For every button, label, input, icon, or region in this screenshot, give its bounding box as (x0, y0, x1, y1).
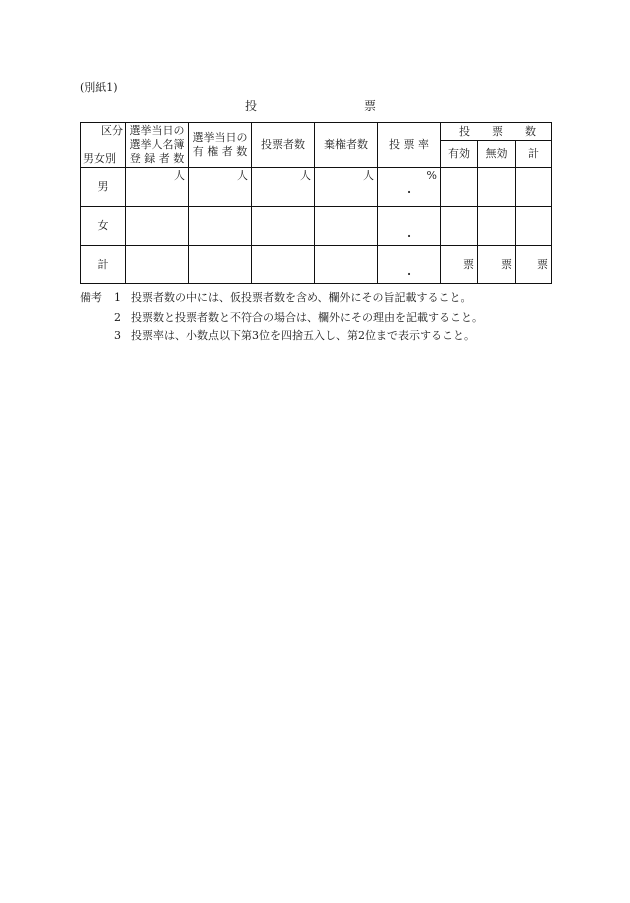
header-registered-line-1: 選挙当日の (129, 124, 185, 137)
note-number: 3 (114, 329, 121, 342)
row-label-male: 男 (97, 180, 109, 193)
header-votes-char-2: 票 (492, 124, 503, 138)
invalid-cell (478, 168, 516, 207)
note-text: 投票数と投票者数と不符合の場合は、欄外にその理由を記載すること。 (131, 311, 483, 324)
row-label-female: 女 (97, 219, 109, 232)
header-gender-label: 男女別 (83, 152, 116, 165)
header-total-label: 計 (528, 147, 539, 160)
header-category-cell (81, 123, 126, 168)
total-cell (516, 246, 552, 284)
header-eligible-line-1: 選挙当日の (192, 131, 248, 144)
header-eligible-cell (189, 123, 252, 168)
registered-cell (126, 207, 189, 246)
unit-persons: 人 (174, 169, 185, 182)
header-category-label: 区分 (101, 124, 123, 137)
unit-percent: % (426, 169, 437, 182)
eligible-cell (189, 168, 252, 207)
voting-form-table (80, 122, 552, 284)
eligible-cell (189, 246, 252, 284)
header-registered-cell (126, 123, 189, 168)
unit-votes: 票 (537, 257, 549, 271)
form-title-first-char: 投 (245, 99, 258, 113)
header-abstainers-label: 棄権者数 (324, 138, 368, 151)
row-label-cell (81, 168, 126, 207)
header-votes-char-3: 数 (525, 124, 536, 138)
turnout-cell (378, 246, 441, 284)
valid-cell (441, 207, 478, 246)
note-number: 1 (114, 291, 121, 304)
form-title-second-char: 票 (364, 99, 377, 113)
decimal-point: . (407, 183, 411, 196)
voters-cell (252, 246, 315, 284)
valid-cell (441, 168, 478, 207)
decimal-point: . (407, 265, 411, 278)
header-votes-group-cell (441, 123, 552, 141)
row-label-total: 計 (97, 257, 109, 271)
header-invalid-label: 無効 (485, 147, 508, 160)
valid-cell (441, 246, 478, 284)
unit-persons: 人 (300, 169, 311, 182)
header-registered-line-2: 選挙人名簿 (129, 138, 185, 151)
notes-heading: 備考 (80, 291, 102, 304)
registered-cell (126, 168, 189, 207)
header-abstainers-cell (315, 123, 378, 168)
note-text: 投票率は、小数点以下第3位を四捨五入し、第2位まで表示すること。 (131, 329, 475, 342)
unit-persons: 人 (237, 169, 248, 182)
voters-cell (252, 207, 315, 246)
unit-persons: 人 (363, 169, 374, 182)
header-eligible-line-2: 有 権 者 数 (192, 145, 248, 158)
header-turnout-label: 投 票 率 (389, 138, 429, 151)
row-label-cell (81, 246, 126, 284)
unit-votes: 票 (501, 257, 512, 271)
header-voters-cell (252, 123, 315, 168)
attachment-label: (別紙1) (80, 81, 118, 94)
header-voters-label: 投票者数 (261, 138, 305, 151)
turnout-cell (378, 207, 441, 246)
header-valid-label: 有効 (448, 147, 470, 160)
note-number: 2 (114, 311, 121, 324)
registered-cell (126, 246, 189, 284)
unit-votes: 票 (463, 257, 474, 271)
total-cell (516, 207, 552, 246)
eligible-cell (189, 207, 252, 246)
abstainers-cell (315, 168, 378, 207)
header-row-top (81, 123, 552, 141)
abstainers-cell (315, 246, 378, 284)
voters-cell (252, 168, 315, 207)
header-turnout-cell (378, 123, 441, 168)
decimal-point: . (407, 227, 411, 240)
note-text: 投票者数の中には、仮投票者数を含め、欄外にその旨記載すること。 (131, 291, 472, 304)
header-registered-line-3: 登 録 者 数 (129, 152, 185, 165)
table-row-female (81, 207, 552, 246)
header-valid-cell (441, 141, 478, 168)
total-cell (516, 168, 552, 207)
header-total-cell (516, 141, 552, 168)
turnout-cell (378, 168, 441, 207)
header-votes-char-1: 投 (459, 124, 470, 138)
header-invalid-cell (478, 141, 516, 168)
table-row-male (81, 168, 552, 207)
table-row-total (81, 246, 552, 284)
abstainers-cell (315, 207, 378, 246)
header-votes-group (441, 125, 551, 139)
invalid-cell (478, 207, 516, 246)
invalid-cell (478, 246, 516, 284)
row-label-cell (81, 207, 126, 246)
